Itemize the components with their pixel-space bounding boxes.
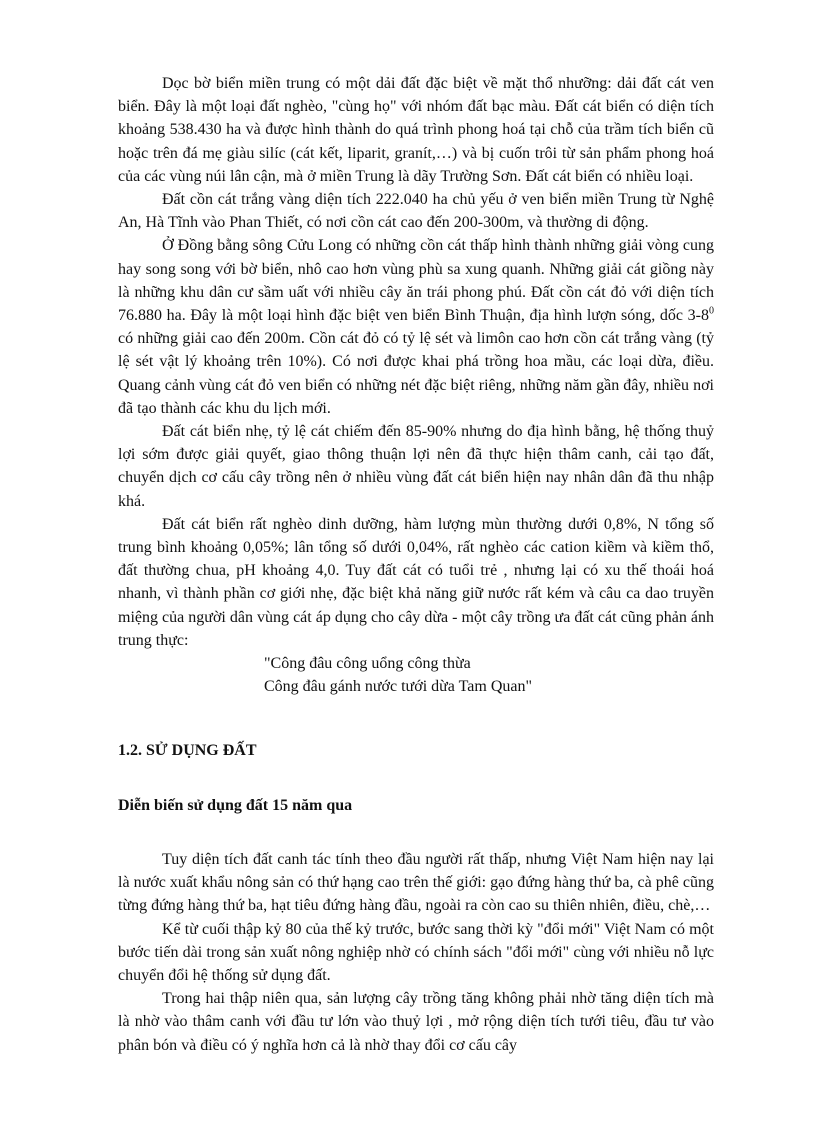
subsection-heading: Diễn biến sử dụng đất 15 năm qua (118, 797, 353, 814)
paragraph-mekong-dunes-part2: có những giải cao đến 200m. Cồn cát đỏ có tỷ lệ sét và limôn cao hơn cồn cát trắng vàng (tỷ lệ sét vật lý khoảng trên 10%). Có nơi được khai phá trồng hoa mầu, các loại dừa, điều. Quang cảnh vùng cát đỏ ven biển có những nét đặc biệt riêng, những năm gần đây, nhiều nơi đã tạo thành các khu du lịch mới. (118, 330, 714, 417)
paragraph-mekong-dunes-part1: Ở Đồng bằng sông Cửu Long có những cồn cát thấp hình thành những giải vòng cung hay song song với bờ biển, nhô cao hơn vùng phù sa xung quanh. Những giải cát giồng này là những khu dân cư sầm uất với nhiều cây ăn trái phong phú. Đất cồn cát đỏ với diện tích 76.880 ha. Đây là một loại hình đặc biệt ven biển Bình Thuận, địa hình lượn sóng, dốc 3-8 (118, 237, 714, 325)
folk-verse-line-1: "Công đâu công uổng công thừa (264, 655, 471, 673)
section-heading: 1.2. SỬ DỤNG ĐẤT (118, 742, 257, 759)
paragraph-export-rank: Tuy diện tích đất canh tác tính theo đầu người rất thấp, nhưng Việt Nam hiện nay lại là nước xuất khẩu nông sản có thứ hạng cao trên thế giới: gạo đứng hàng thứ ba, cà phê cũng từng đứng hàng thứ ba, hạt tiêu đứng hàng đầu, ngoài ra còn cao su thiên nhiên, điều, chè,… (118, 851, 714, 915)
paragraph-poor-nutrients: Đất cát biển rất nghèo dinh dưỡng, hàm lượng mùn thường dưới 0,8%, N tổng số trung bình khoảng 0,05%; lân tổng số dưới 0,04%, rất nghèo các cation kiềm và kiềm thổ, đất thường chua, pH khoảng 4,0. Tuy đất cát có tuổi trẻ , nhưng lại có xu thế thoái hoá nhanh, vì thành phần cơ giới nhẹ, đặc biệt khả năng giữ nước rất kém và câu ca dao truyền miệng của người dân vùng cát áp dụng cho cây dừa - một cây trồng ưa đất cát cũng phản ánh trung thực: (118, 515, 714, 649)
folk-verse-line-2: Công đâu gánh nước tưới dừa Tam Quan" (264, 678, 533, 696)
land-use-block (118, 848, 714, 1057)
paragraph-mekong-dunes (118, 234, 714, 420)
paragraph-white-yellow-dunes: Đất cồn cát trắng vàng diện tích 222.040 ha chủ yếu ở ven biển miền Trung từ Nghệ An, Hà Tĩnh vào Phan Thiết, có nơi cồn cát cao đến 200-300m, và thường di động. (118, 191, 714, 232)
degree-superscript: 0 (709, 305, 714, 317)
paragraph-light-sand: Đất cát biển nhẹ, tỷ lệ cát chiếm đến 85-90% nhưng do địa hình bằng, hệ thống thuỷ lợi sớm được giải quyết, giao thông thuận lợi nên đã thực hiện thâm canh, cải tạo đất, chuyển dịch cơ cấu cây trồng nên ở nhiều vùng đất cát biển hiện nay nhân dân đã thu nhập khá. (118, 423, 714, 510)
paragraph-coastal-sand: Dọc bờ biển miền trung có một dải đất đặc biệt về mặt thổ nhưỡng: dải đất cát ven biển. Đây là một loại đất nghèo, "cùng họ" với nhóm đất bạc màu. Đất cát biển có diện tích khoảng 538.430 ha và được hình thành do quá trình phong hoá tại chỗ của trầm tích biển cũ hoặc trên đá mẹ giàu silíc (cát kết, liparit, granít,…) và bị cuốn trôi từ sản phẩm phong hoá của các vùng núi lân cận, mà ở miền Trung là dãy Trường Sơn. Đất cát biển có nhiều loại. (118, 75, 714, 185)
paragraph-doi-moi: Kể từ cuối thập kỷ 80 của thế kỷ trước, bước sang thời kỳ "đổi mới" Việt Nam có một bước tiến dài trong sản xuất nông nghiệp nhờ có chính sách "đổi mới" cùng với nhiều nỗ lực chuyển đổi hệ thống sử dụng đất. (118, 920, 714, 985)
intro-block (118, 72, 714, 698)
paragraph-intensification: Trong hai thập niên qua, sản lượng cây trồng tăng không phải nhờ tăng diện tích mà là nhờ vào thâm canh với đầu tư lớn vào thuỷ lợi , mở rộng diện tích tưới tiêu, đầu tư vào phân bón và điều có ý nghĩa hơn cả là nhờ thay đổi cơ cấu cây (118, 990, 714, 1054)
